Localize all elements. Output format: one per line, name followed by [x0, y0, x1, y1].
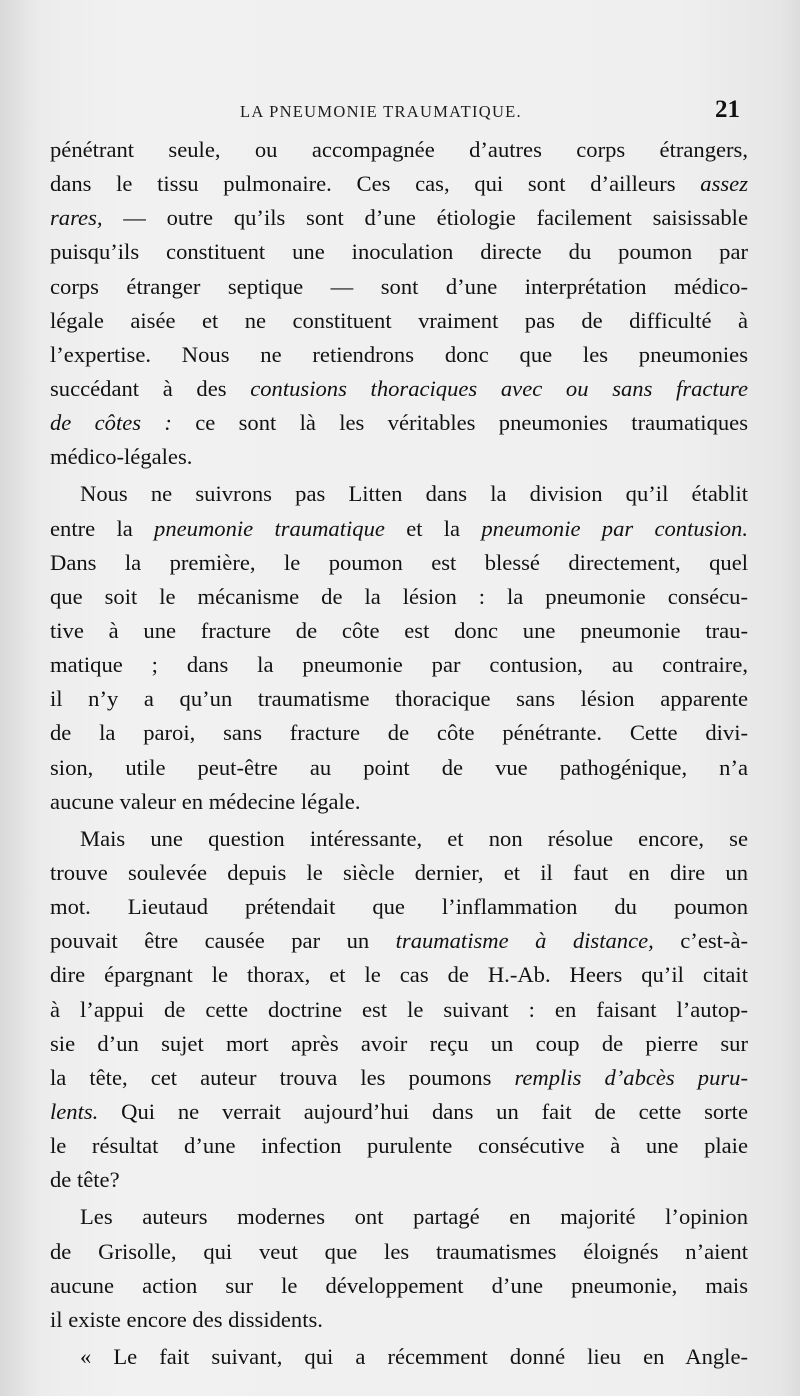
text-line	[50, 512, 748, 546]
text-line	[50, 546, 748, 580]
text-segment: que soit le mécanisme de la lésion : la pneumonie consécu-	[50, 583, 748, 609]
italic-text: de côtes :	[50, 410, 172, 436]
text-line	[50, 1095, 748, 1129]
text-line	[50, 682, 748, 716]
text-segment: aucune valeur en médecine légale.	[50, 788, 361, 814]
text-segment: trouve soulevée depuis le siècle dernier, et il faut en dire un	[50, 859, 748, 885]
text-line	[50, 406, 748, 440]
text-segment: légale aisée et ne constituent vraiment pas de difficulté à	[50, 307, 748, 333]
text-segment: mot. Lieutaud prétendait que l’inflammation du poumon	[50, 894, 748, 920]
text-line	[50, 304, 748, 338]
italic-text: contusions thoraciques avec ou sans fracture	[250, 375, 748, 401]
text-segment: l’expertise. Nous ne retiendrons donc que les pneumonies	[50, 341, 748, 367]
text-line	[50, 716, 748, 750]
text-segment: Nous ne suivrons pas Litten dans la division qu’il établit	[80, 481, 748, 507]
text-line	[50, 1303, 748, 1337]
text-segment: Dans la première, le poumon est blessé directement, quel	[50, 549, 748, 575]
text-line	[50, 133, 748, 167]
italic-text: pneumonie par contusion.	[481, 515, 748, 541]
text-line	[50, 201, 748, 235]
text-line	[50, 580, 748, 614]
text-line	[50, 1061, 748, 1095]
text-segment: la tête, cet auteur trouva les poumons	[50, 1064, 515, 1090]
text-line	[50, 856, 748, 890]
text-segment: sion, utile peut-être au point de vue pathogénique, n’a	[50, 754, 748, 780]
italic-text: remplis d’abcès puru-	[514, 1064, 748, 1090]
text-segment: puisqu’ils constituent une inoculation directe du poumon par	[50, 239, 748, 265]
text-line	[50, 1340, 748, 1374]
text-line	[50, 1163, 748, 1197]
text-segment: et la	[384, 515, 482, 541]
text-segment: Qui ne verrait aujourd’hui dans un fait de cette sorte	[98, 1098, 748, 1124]
text-line	[50, 958, 748, 992]
body-text	[50, 133, 748, 1374]
text-segment: dire épargnant le thorax, et le cas de H.-Ab. Heers qu’il citait	[50, 962, 748, 988]
text-segment: à l’appui de cette doctrine est le suivant : en faisant l’autop-	[50, 996, 748, 1022]
text-segment: aucune action sur le développement d’une pneumonie, mais	[50, 1272, 748, 1298]
page-number: 21	[715, 96, 740, 123]
text-segment: le résultat d’une infection purulente consécutive à une plaie	[50, 1133, 748, 1159]
text-line	[50, 822, 748, 856]
text-segment: entre la	[50, 515, 155, 541]
italic-text: pneumonie traumatique	[154, 515, 385, 541]
text-line	[50, 1200, 748, 1234]
text-segment: médico-légales.	[50, 444, 193, 470]
running-title: LA PNEUMONIE TRAUMATIQUE.	[240, 102, 522, 121]
text-line	[50, 440, 748, 474]
text-segment: tive à une fracture de côte est donc une pneumonie trau-	[50, 617, 748, 643]
text-segment: il n’y a qu’un traumatisme thoracique sans lésion apparente	[50, 686, 748, 712]
text-segment: il existe encore des dissidents.	[50, 1306, 323, 1332]
text-segment: de tête?	[50, 1167, 120, 1193]
text-line	[50, 648, 748, 682]
text-segment: c’est-à-	[653, 928, 748, 954]
page-header	[50, 98, 740, 128]
text-segment: Mais une question intéressante, et non résolue encore, se	[80, 825, 748, 851]
text-line	[50, 1129, 748, 1163]
text-segment: de la paroi, sans fracture de côte pénétrante. Cette divi-	[50, 720, 748, 746]
text-line	[50, 924, 748, 958]
text-line	[50, 235, 748, 269]
italic-text: lents.	[50, 1098, 99, 1124]
text-line	[50, 477, 748, 511]
text-segment: sie d’un sujet mort après avoir reçu un coup de pierre sur	[50, 1030, 748, 1056]
text-line	[50, 614, 748, 648]
text-line	[50, 1027, 748, 1061]
text-segment: matique ; dans la pneumonie par contusion, au contraire,	[50, 652, 748, 678]
italic-text: traumatisme à distance,	[395, 928, 654, 954]
italic-text: rares,	[50, 205, 103, 231]
text-segment: pouvait être causée par un	[50, 928, 396, 954]
text-line	[50, 1269, 748, 1303]
text-segment: dans le tissu pulmonaire. Ces cas, qui sont d’ailleurs	[50, 171, 701, 197]
text-line	[50, 785, 748, 819]
text-segment: de Grisolle, qui veut que les traumatismes éloignés n’aient	[50, 1238, 748, 1264]
text-segment: pénétrant seule, ou accompagnée d’autres corps étrangers,	[50, 137, 748, 162]
text-line	[50, 338, 748, 372]
text-line	[50, 372, 748, 406]
text-line	[50, 751, 748, 785]
text-segment: — outre qu’ils sont d’une étiologie facilement saisissable	[102, 205, 748, 231]
text-segment: Les auteurs modernes ont partagé en majorité l’opinion	[80, 1204, 748, 1230]
text-line	[50, 167, 748, 201]
text-line	[50, 993, 748, 1027]
text-segment: corps étranger septique — sont d’une interprétation médico-	[50, 273, 748, 299]
italic-text: assez	[700, 171, 748, 197]
text-segment: succédant à des	[50, 375, 251, 401]
text-segment: ce sont là les véritables pneumonies traumatiques	[171, 410, 748, 436]
text-segment: « Le fait suivant, qui a récemment donné lieu en Angle-	[80, 1343, 748, 1369]
text-line	[50, 1235, 748, 1269]
text-line	[50, 270, 748, 304]
text-line	[50, 890, 748, 924]
